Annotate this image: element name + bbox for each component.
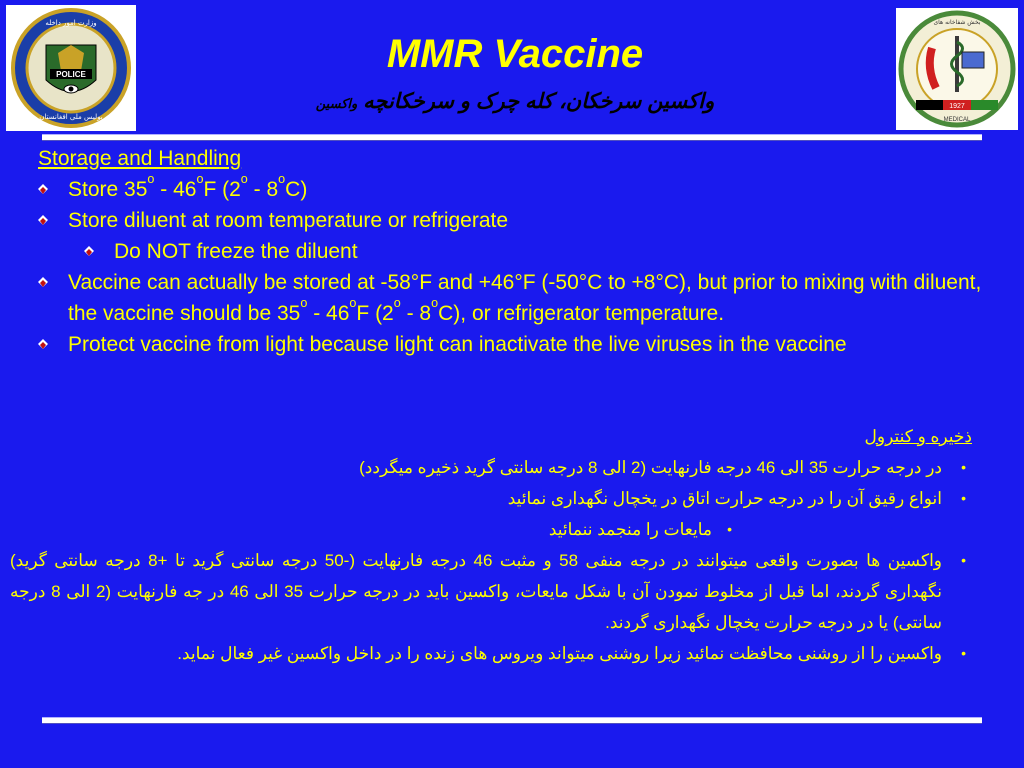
dari-list [10,452,972,669]
english-text-run: Vaccine can actually be stored at -58°F and +46°F (-50°C to +8°C), but prior to mixing with diluent, the vaccine should be 35 [68,271,982,325]
bullet-dot-icon: • [727,521,732,537]
bullet-dot-icon: • [961,490,966,506]
english-item-text [68,172,308,201]
medical-emblem-icon [896,8,1018,130]
english-item-text: Protect vaccine from light because light can inactivate the live viruses in the vaccine [68,333,847,356]
bullet-dot-icon: • [961,459,966,475]
bullet-icon [38,339,48,349]
degree-superscript: o [349,296,357,310]
police-band-text: POLICE [56,70,86,79]
english-item-text [68,271,981,325]
dari-item-text: مایعات را منجمد ننمائید [548,520,712,539]
bottom-divider [42,717,982,724]
police-bottom-text: پولیس ملی افغانستان [39,113,103,121]
police-emblem-icon [6,5,136,131]
bullet-icon [84,246,94,256]
english-item [38,236,988,267]
top-divider [42,134,982,141]
english-text-run: - 8 [247,178,279,201]
page-title: MMR Vaccine [386,32,644,76]
english-item [38,174,988,205]
medical-logo [896,8,1018,130]
dari-item-text: واکسین ها بصورت واقعی میتوانند در درجه منفی 58 و مثبت 46 درجه فارنهایت (-50 درجه سانتی گرید تا +8 درجه سانتی گرید) نگهداری گردند، اما قبل از مخلوط نمودن آن با شکل مایعات، واکسین باید در درجه حرارت 35 الی 46 در جه فارنهایت (2 الی 8 درجه سانتی) یا در درجه حرارت یخچال نگهداری گردند. [10,551,943,632]
subtitle-main: واکسین سرخکان، کله چرک و سرخکانچه [363,90,715,113]
medical-top-text: بخش شفاخانه های [933,19,981,26]
english-text-run: - 46 [154,178,197,201]
degree-superscript: o [240,172,248,186]
subtitle-small: واکسین [315,96,358,111]
english-text-run: - 46 [307,302,350,325]
english-item [38,329,988,360]
dari-item [10,638,972,669]
dari-item [10,483,972,514]
english-item-text: Store diluent at room temperature or refrigerate [68,209,509,232]
english-text-run: C) [285,178,308,201]
police-top-text: وزارت امور داخله [45,19,97,27]
english-heading: Storage and Handling [38,147,242,170]
bullet-icon [38,184,48,194]
dari-heading: ذخیره و کنترول [864,427,972,446]
dari-section [10,421,972,669]
dari-item [10,545,972,638]
english-item-text: Do NOT freeze the diluent [114,240,358,263]
bullet-dot-icon: • [961,552,966,568]
english-section [38,143,988,360]
medical-bottom-text: MEDICAL [943,117,971,123]
degree-superscript: o [196,172,204,186]
dari-item-text: واکسین را از روشنی محافظت نمائید زیرا روشنی میتواند ویروس های زنده را در داخل واکسین غیر فعال نماید. [177,644,942,663]
page-subtitle [140,88,890,118]
english-item [38,267,988,329]
bullet-dot-icon: • [961,645,966,661]
dari-item-text: در درجه حرارت 35 الی 46 درجه فارنهایت (2 الی 8 درجه سانتی گرید ذخیره میگردد) [359,458,942,477]
english-text-run: Store 35 [68,178,148,201]
degree-superscript: o [147,172,155,186]
english-text-run: - 8 [400,302,432,325]
dari-item [10,452,972,483]
english-text-run: C), or refrigerator temperature. [438,302,725,325]
police-logo [6,5,136,131]
bullet-icon [38,215,48,225]
medical-year-text: 1927 [949,103,965,110]
degree-superscript: o [393,296,401,310]
english-text-run: F (2 [203,178,241,201]
bullet-icon [38,277,48,287]
degree-superscript: o [278,172,286,186]
english-text-run: F (2 [356,302,394,325]
english-item [38,205,988,236]
degree-superscript: o [431,296,439,310]
dari-item-text: انواع رقیق آن را در درجه حرارت اتاق در یخچال نگهداری نمائید [507,489,942,508]
dari-item [10,514,972,545]
english-list [38,174,988,360]
degree-superscript: o [300,296,308,310]
